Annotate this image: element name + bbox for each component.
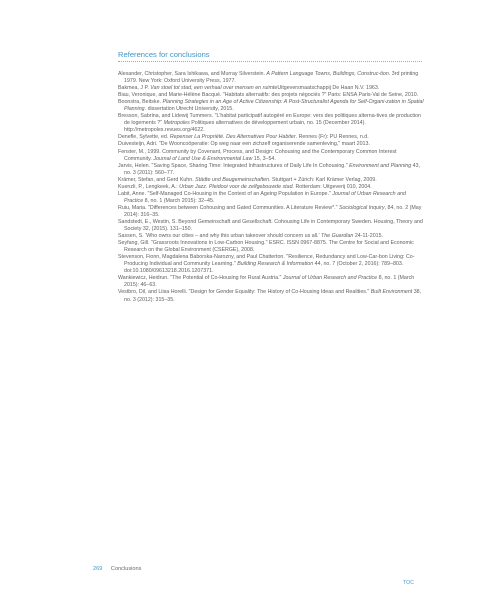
reference-entry [118, 289, 424, 303]
section-heading: References for conclusions [118, 50, 210, 59]
reference-entry [118, 163, 424, 177]
page-footer [93, 566, 141, 572]
reference-text: . Rennes (Fr): PU Rennes, n.d. [295, 134, 369, 141]
reference-entry [118, 233, 424, 240]
heading-rule [118, 61, 422, 62]
reference-text: . 3rd printing 1979. New York: Oxford University Press, 1977. [124, 71, 419, 85]
reference-entry [118, 240, 424, 254]
reference-text: Fenster, M., 1999. Community by Covenant, Process, and Design: Cohousing and the Contemporary Common Interest Community. [118, 148, 397, 162]
reference-text: . dissertation Utrecht University, 2015. [144, 106, 234, 113]
reference-entry [118, 71, 424, 85]
reference-text: Politiques alternatives de développement urbain, no. 15 (December 2014). http://metropoles.revues.org/4622. [124, 120, 366, 134]
reference-text: Wankiewicz, Heidrun. "The Potential of Co-Housing for Rural Austria." [118, 275, 283, 282]
reference-title: Städte und Baugemeinschaften [195, 176, 270, 183]
reference-entry [118, 254, 424, 275]
page-number: 269 [93, 566, 103, 572]
reference-text: Housing, Theory and Society 32, (2015). 131–150. [124, 218, 423, 233]
reference-text: , 84, no. 2 (May 2014): 316–35. [124, 204, 422, 218]
reference-entry [118, 177, 424, 184]
reference-entry [118, 184, 424, 191]
reference-text: Bresson, Sabrina, and Lidewij Tummers. "L'habitat participatif autogéré en Europe: vers des politiques alterna-tives de production de logements ?" [118, 113, 421, 127]
reference-title: Building Research & Information [237, 261, 314, 268]
reference-text: Jarvis, Helen. "Saving Space, Sharing Time: Integrated Infrastructures of Daily Life In Cohousing." [118, 162, 350, 169]
reference-entry [118, 219, 424, 233]
reference-entry [118, 275, 424, 289]
reference-text: Rotterdam: Uitgeverij 010, 2004. [294, 183, 372, 190]
reference-text: Krämer, Stefan, and Gerd Kuhn. [118, 176, 196, 183]
reference-text: . Stuttgart + Zürich: Karl Krämer Verlag, 2009. [269, 176, 377, 183]
reference-text: 15, 3–54. [252, 155, 276, 162]
reference-text: 44, no. 7 (October 2, 2016): 789–803. doi:10.1080/09613218.2016.1207371. [124, 261, 404, 275]
toc-link[interactable]: TOC [403, 580, 415, 586]
reference-title: Journal of Urban Research and Practice [124, 190, 406, 204]
reference-entry [118, 149, 424, 163]
reference-text: Uitgeversmaatschappij De Haan N.V. 1963. [277, 85, 380, 92]
reference-text: Boonstra, Beitske. [118, 99, 163, 106]
reference-title: Sociological Inquiry [338, 204, 385, 211]
reference-list [118, 71, 424, 304]
reference-title: Van stoel tot stad, een verhaal over mensen en ruimte [150, 85, 278, 92]
reference-title: Metropoles [163, 120, 190, 127]
reference-text: 8, no. 1 (March 2015): 32–45. [143, 197, 215, 204]
reference-text: Sandstedt, E., Westin, S. Beyond Gemeinschaft and Gesellschaft. Cohousing Life in Contemporary Sweden. [118, 218, 374, 225]
reference-title: Planning Strategies in an Age of Active Citizenship: A Post-Structuralist Agenda for Self-Organi-zation in Spatial Planning [124, 99, 424, 113]
reference-entry [118, 191, 424, 205]
reference-title: Built Environment [370, 289, 413, 296]
reference-text: 43, no. 3 (2011): 560–77. [124, 162, 421, 176]
reference-title: Environment and Planning [349, 162, 412, 169]
reference-title: The Guardian [320, 233, 354, 240]
reference-text: Labit, Anne. "Self-Managed Co-Housing in the Context of an Ageing Population in Europe." [118, 190, 333, 197]
reference-entry [118, 113, 424, 134]
reference-text: 24-11-2015. [353, 233, 384, 240]
reference-text: Duivesteijn, Adri. "De Wooncoöperatie: Op weg naar een zichzelf organiserende samenleving," maart 2013. [118, 141, 370, 148]
reference-text: Vestbro, Dil, and Liisa Horelli. "Design for Gender Equality: The History of Co-Housing Ideas and Realities." [118, 289, 371, 296]
reference-entry [118, 92, 424, 99]
reference-entry [118, 99, 424, 113]
reference-text: Sassen, S. ‘Who owns our cities – and why this urban takeover should concern us all.’ [118, 233, 321, 240]
reference-text: Kuenzli, P., Lengkeek, A.: [118, 183, 180, 190]
reference-text: 38, no. 3 (2012): 315–35. [124, 289, 422, 303]
reference-entry [118, 141, 424, 148]
reference-entry [118, 85, 424, 92]
reference-text: Seyfang, Gill. "Grassroots Innovations in Low-Carbon Housing." ESRC. ISSN 0967-8875. The Centre for Social and Economic Research on the Global Environment (CSERGE), 2008. [118, 240, 414, 254]
reference-title: Urban Jazz. Pleidooi voor de zelfgebouwde stad. [179, 183, 294, 190]
reference-text: 8, no. 1 (March 2015): 46–63. [124, 275, 415, 289]
footer-section-name: Conclusions [110, 566, 142, 572]
reference-text: Denefle, Sylvette, ed. [118, 134, 170, 141]
reference-text: Biau, Veronique, and Marie-Hélène Bacqué. "Habitats alternatifs: des projets négociés ?" Paris: ENSA Paris-Val de Seine, 2010. [118, 92, 419, 99]
reference-entry [118, 205, 424, 219]
reference-text: Bakmea, J P. [118, 85, 151, 92]
reference-text: Ruiu, Maria. "Differences between Cohousing and Gated Communities. A Literature Review*." [118, 204, 339, 211]
reference-title: Journal of Land Use & Environmental Law [153, 155, 253, 162]
reference-entry [118, 134, 424, 141]
reference-text: Stevenson, Fionn, Magdalena Baborska-Narozny, and Paul Chatterton. "Resilience, Redundancy and Low-Car-bon Living: Co-Producing Individual and Community Learning." [118, 254, 415, 268]
reference-text: Alexander, Christopher, Sara Ishikawa, and Murray Silverstein. [118, 71, 267, 77]
reference-title: Journal of Urban Research and Practice [282, 275, 378, 282]
reference-title: A Pattern Language Towns, Buildings, Construc-tion [266, 71, 389, 77]
reference-title: Repenser La Propriété. Des Alternatives Pour Habiter [169, 134, 296, 141]
